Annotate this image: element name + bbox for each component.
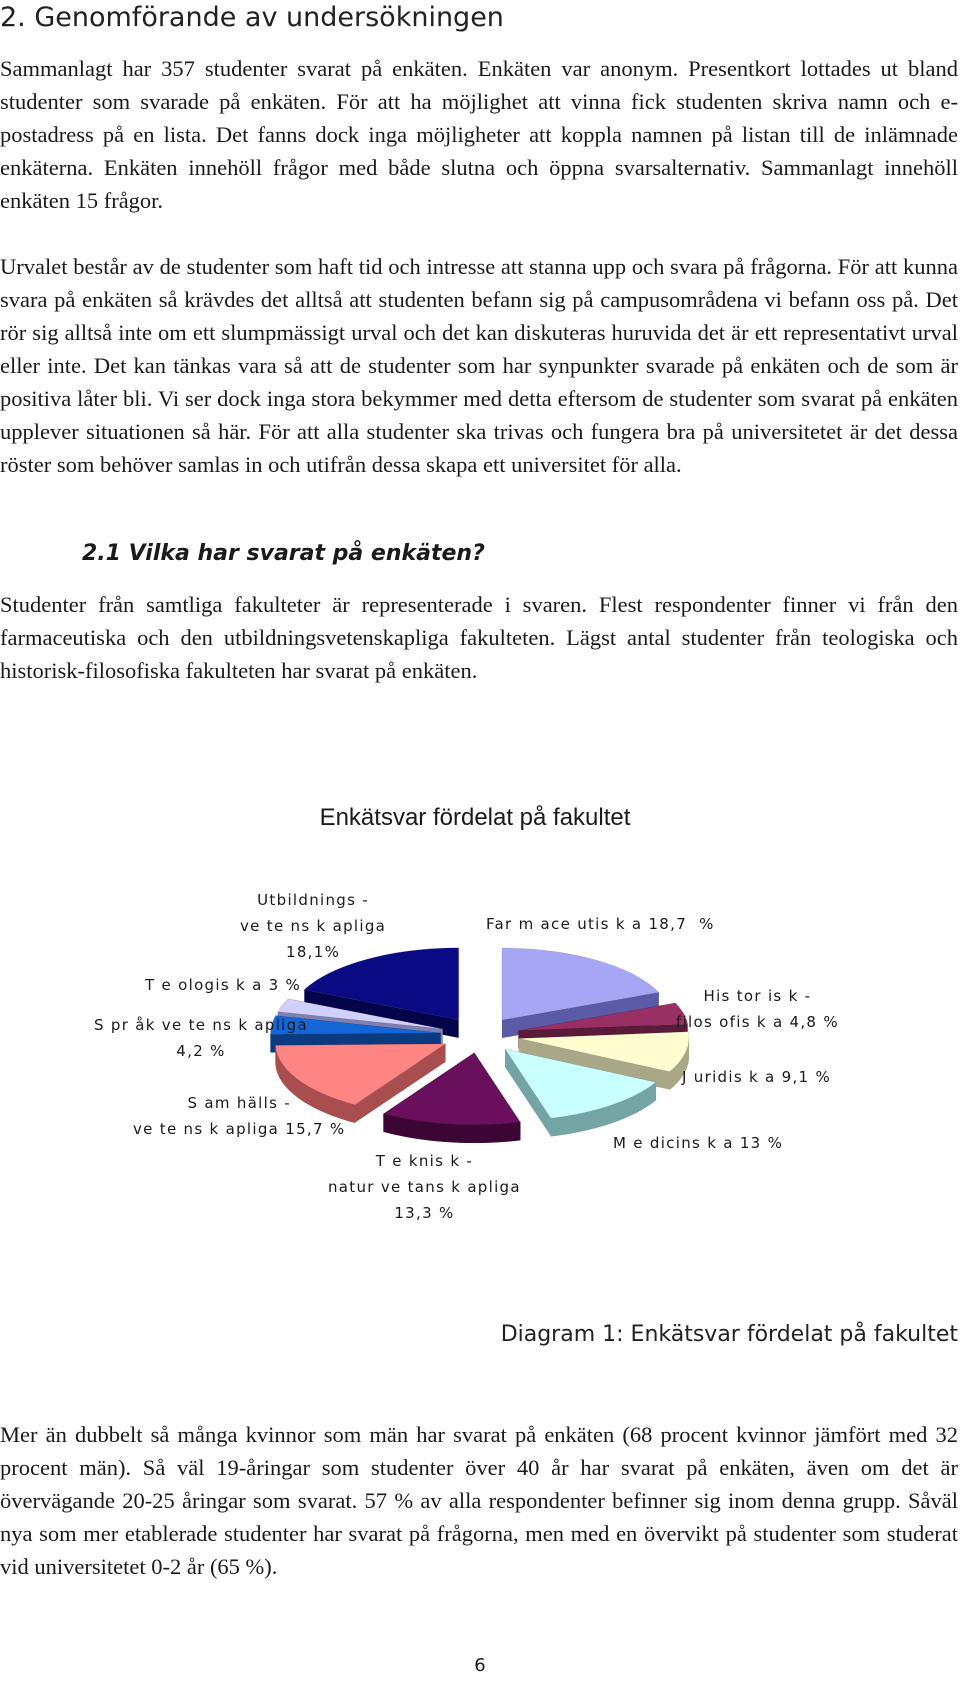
paragraph-respondents: Studenter från samtliga fakulteter är representerade i svaren. Flest respondenter finner vi från den farmaceutiska och den utbildningsvetenskapliga fakulteten. Lägst antal studenter från teologiska och historisk-filosofiska fakulteten har svarat på enkäten. bbox=[0, 592, 958, 683]
pie-label-sprakvetenskapliga: S pr åk ve te ns k apliga 4,2 % bbox=[94, 1016, 308, 1060]
pie-label-samhallsvetenskapliga: S am hälls - ve te ns k apliga 15,7 % bbox=[133, 1094, 346, 1138]
pie-label-historisk-filosofiska: His tor is k - filos ofis k a 4,8 % bbox=[676, 987, 839, 1031]
section-heading: 2. Genomförande av undersökningen bbox=[0, 2, 504, 33]
paragraph-method: Sammanlagt har 357 studenter svarat på enkäten. Enkäten var anonym. Presentkort lottades ut bland studenter som svarade på enkäten. För att ha möjlighet att vinna fick studenten skriva namn och e-postadress på en lista. Det fanns dock inga möjligheter att koppla namnen på listan till de inlämnade enkäterna. Enkäten innehöll frågor med både slutna och öppna svarsalternativ. Sammanlagt innehöll enkäten 15 frågor. bbox=[0, 56, 958, 213]
paragraph-demographics: Mer än dubbelt så många kvinnor som män har svarat på enkäten (68 procent kvinnor jämfört med 32 procent män). Så väl 19-åringar som studenter över 40 år har svarat på enkäten, även om det är övervägande 20-25 åringar som svarat. 57 % av alla respondenter befinner sig inom denna grupp. Såväl nya som mer etablerade studenter har svarat på frågorna, men med en övervikt på studenter som studerat vid universitetet 0-2 år (65 %). bbox=[0, 1422, 958, 1579]
figure-caption: Diagram 1: Enkätsvar fördelat på fakultet bbox=[500, 1322, 958, 1347]
pie-label-utbildningsvetenskapliga: Utbildnings - ve te ns k apliga 18,1% bbox=[240, 891, 387, 961]
pie-label-teologiska: T e ologis k a 3 % bbox=[145, 976, 302, 994]
paragraph-sample: Urvalet består av de studenter som haft tid och intresse att stanna upp och svara på frågorna. För att kunna svara på enkäten så krävdes det alltså att studenten befann sig på campusområdena vi befann oss på. Det rör sig alltså inte om ett slumpmässigt urval och det kan diskuteras huruvida det är ett representativt urval eller inte. Det kan tänkas vara så att de studenter som har synpunkter svarade på enkäten och de som är positiva låter bli. Vi ser dock inga stora bekymmer med detta eftersom de studenter som svarat på enkäten upplever situationen så här. För att alla studenter ska trivas och fungera bra på universitetet är det dessa röster som behöver samlas in och utifrån dessa skapa ett universitet för alla. bbox=[0, 254, 958, 477]
page-number: 6 bbox=[474, 1655, 486, 1676]
pie-label-juridiska: J uridis k a 9,1 % bbox=[682, 1068, 831, 1086]
chart-title: Enkätsvar fördelat på fakultet bbox=[319, 804, 631, 831]
subsection-heading: 2.1 Vilka har svarat på enkäten? bbox=[82, 541, 485, 566]
pie-label-medicinska: M e dicins k a 13 % bbox=[613, 1134, 784, 1152]
pie-label-farmaceutiska: Far m ace utis k a 18,7 % bbox=[486, 915, 715, 933]
pie-label-tekniska: T e knis k - natur ve tans k apliga 13,3 % bbox=[328, 1152, 521, 1222]
